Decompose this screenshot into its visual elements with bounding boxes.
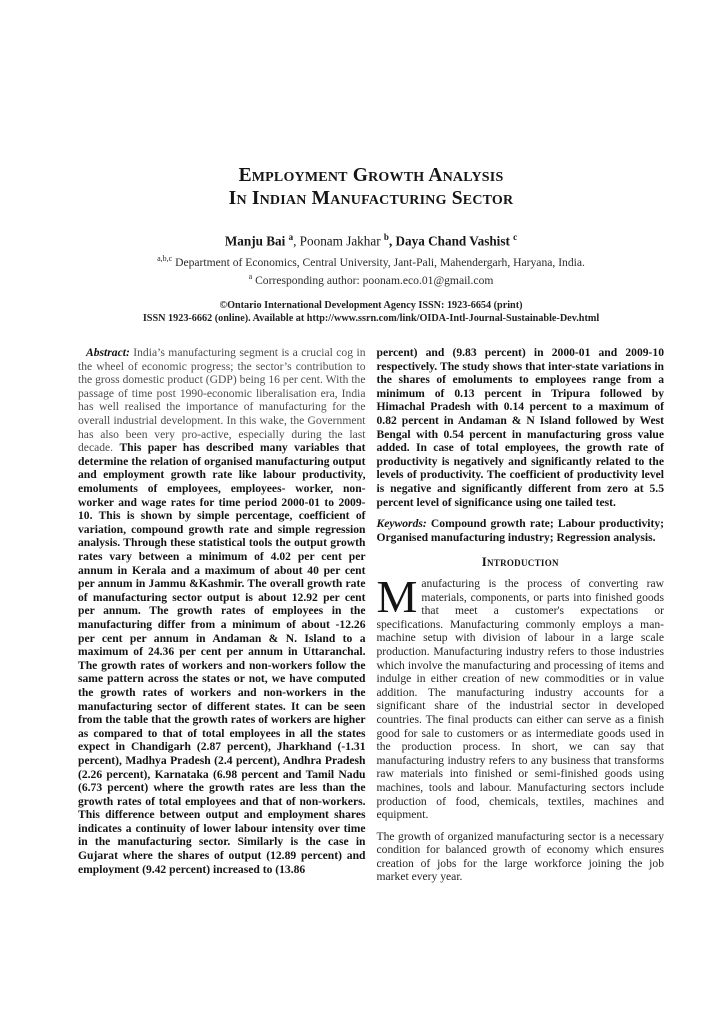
author-name-3: , Daya Chand Vashist (388, 233, 514, 249)
dropcap-letter: M (376, 571, 418, 623)
author-superscript-1: a (288, 232, 294, 242)
affiliation-line (78, 252, 664, 269)
abstract-bold-text-left: This paper has described many variables that determine the relation of organised manufacturing output and employment growth rate like labour productivity, emoluments of employees, employees- worker, non-worker and wage rates for time period 2000-01 to 2009-10. This is shown by simple percentage, coefficient of variation, compound growth rate and simple regression analysis. Through these statistical tools the output growth rates vary between a minimum of 4.02 per cent per annum in Kerala and a maximum of about 40 per cent per annum in Jammu &Kashmir. The overall growth rate of manufacturing sector output is about 12.92 per cent per annum. The growth rates of employees in the manufacturing differ from a minimum of about -12.26 per cent per annum in Andaman & N. Island to a maximum of 24.36 per cent per annum in Uttaranchal. The growth rates of workers and non-workers follow the same pattern across the states or not, we have computed the growth rates of workers and non-workers in the manufacturing sector of different states. It can be seen from the table that the growth rates of workers are higher as compared to that of total employees in all the states expect in Chandigarh (2.87 percent), Jharkhand (-1.31 percent), Madhya Pradesh (2.4 percent), Andhra Pradesh (2.26 percent), Karnataka (6.98 percent and Tamil Nadu (6.73 percent) where the growth rates are less than the growth rates of total employees and that of non-workers. This difference between output and employment shares indicates a continuity of lower labour intensity over time in the manufacturing sector. Similarly is the case in Gujarat where the shares of output (12.89 percent) and employment (9.42 percent) increased to (13.86 (78, 441, 366, 876)
publisher-issn-online: ISSN 1923-6662 (online). Available at http://www.ssrn.com/link/OIDA-Intl-Journal-Sustainable-Dev.html (142, 313, 600, 325)
author-superscript-2: b (383, 232, 389, 242)
author-line (78, 229, 664, 249)
introduction-text-1: anufacturing is the process of converting raw materials, components, or parts into finished goods that meet a customer's expectations or specifications. Manufacturing commonly employs a man-machine setup with division of labour in a large scale production. Manufacturing industry refers to those industries which involve the manufacturing and processing of items and indulge in either creation of new commodities or in value addition. The manufacturing industry accounts for a significant share of the industrial sector in developed countries. The final products can either can serve as a finish good for sale to customers or as intermediate goods used in the production process. In short, we can say that manufacturing industry refers to any business that transforms raw materials into finished or semi-finished goods using machines, tools and labour. Manufacturing sectors include production of food, chemicals, textiles, machines and equipment. (376, 577, 664, 822)
right-column (377, 346, 665, 892)
introduction-heading: Introduction (481, 555, 559, 570)
author-name-1: Manju Bai (224, 233, 289, 249)
corresponding-text: Corresponding author: poonam.eco.01@gmail.com (252, 273, 494, 287)
keywords-paragraph (377, 517, 665, 544)
affiliation-text: Department of Economics, Central University, Jant-Pali, Mahendergarh, Haryana, India. (172, 256, 585, 270)
affiliation-superscript: a,b,c (157, 254, 173, 264)
abstract-label: Abstract: (86, 346, 130, 360)
paper-title (78, 164, 664, 210)
keywords-label: Keywords: (376, 517, 427, 531)
two-column-body (78, 346, 664, 892)
author-superscript-3: c (513, 232, 518, 242)
publisher-issn-print: ©Ontario International Development Agency ISSN: 1923-6654 (print) (219, 300, 523, 312)
publisher-block (78, 299, 664, 325)
corresponding-superscript: a (248, 271, 253, 281)
abstract-continuation (377, 346, 665, 509)
abstract-paragraph (78, 346, 366, 876)
introduction-paragraph-1 (376, 571, 665, 822)
page-content (78, 164, 664, 892)
left-column (78, 346, 366, 892)
introduction-paragraph-2: The growth of organized manufacturing sector is a necessary condition for balanced growth of economy which ensures creation of jobs for the large workforce joining the job market every year. (376, 829, 664, 884)
abstract-intro-text: India’s manufacturing segment is a crucial cog in the wheel of economic progress; the sector’s contribution to the gross domestic product (GDP) being 16 per cent. With the passage of time post 1990-economic liberalisation era, India has well realised the importance of manufacturing for the overall industrial development. In this wake, the Government has also been very pro-active, especially during the last decade. (78, 346, 366, 455)
paper-title-line1: Employment Growth Analysis (238, 165, 504, 186)
keywords-text: Compound growth rate; Labour productivity; Organised manufacturing industry; Regression analysis. (376, 517, 665, 544)
corresponding-author-line (78, 270, 664, 287)
abstract-bold-text-right: percent) and (9.83 percent) in 2000-01 and 2009-10 respectively. The study shows that inter-state variations in the shares of emoluments to employees range from a minimum of 0.13 percent in Tripura followed by Himachal Pradesh with 0.14 percent to a maximum of 0.82 percent in Andaman & N Island followed by West Bengal with 0.54 percent in manufacturing gross value added. In case of total employees, the growth rate of productivity is negatively and significantly related to the levels of productivity. The coefficient of productivity level is negative and significantly different from zero at 5.5 percent level of significance using one tailed test. (376, 346, 664, 509)
author-name-2: , Poonam Jakhar (293, 233, 384, 249)
paper-title-line2: In Indian Manufacturing Sector (228, 188, 514, 209)
